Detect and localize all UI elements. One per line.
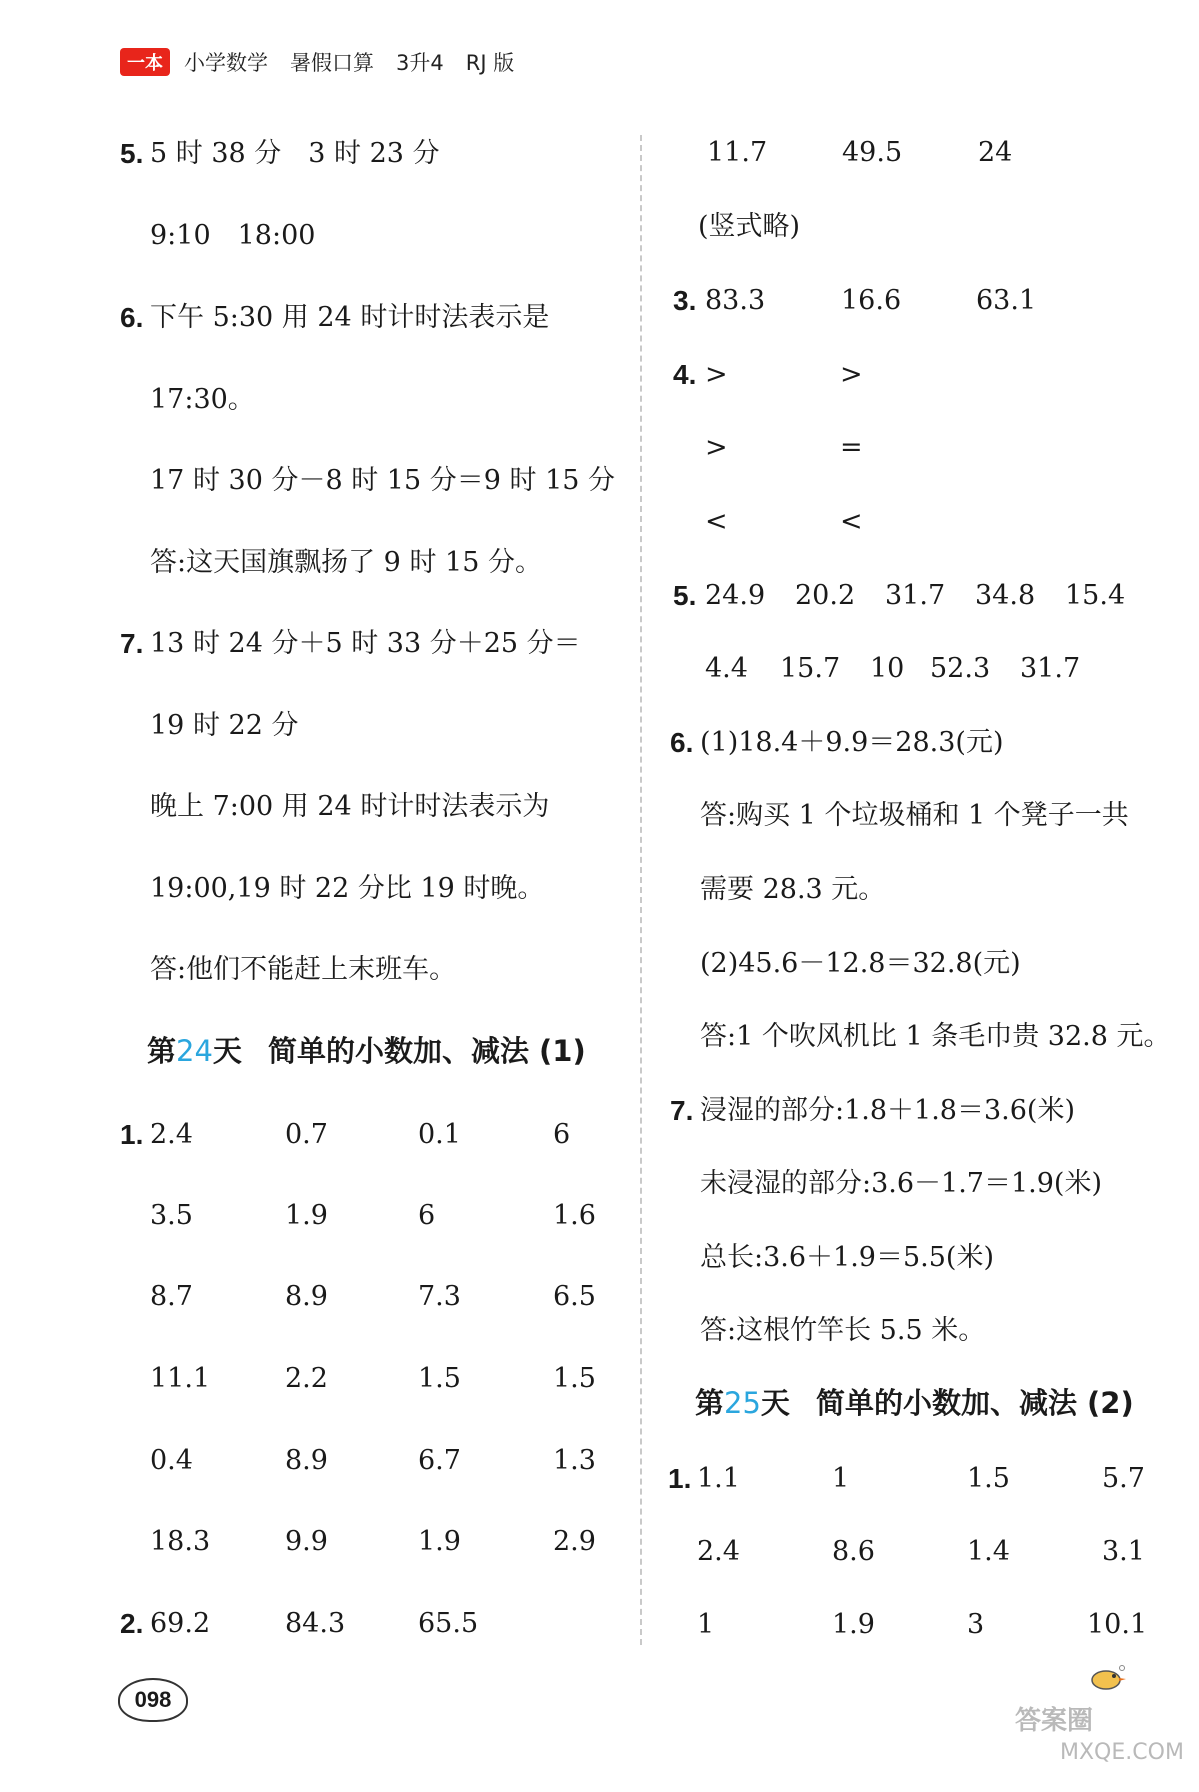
grid-cell: 1.4 [967,1536,1010,1567]
grid-cell: 1.3 [553,1445,596,1476]
grid-cell: 11.7 [707,137,768,168]
q7-line2: 19 时 22 分 [150,710,299,741]
grid-cell: 2.9 [553,1526,596,1557]
section-suffix: 天 [212,1034,242,1068]
grid-cell: 9.9 [285,1526,328,1557]
grid-cell: 1 [832,1463,850,1494]
header-edition: RJ 版 [465,51,515,75]
grid-cell: 49.5 [842,137,903,168]
page-header [120,44,536,80]
rq7-line4: 答:这根竹竿长 5.5 米。 [700,1315,986,1346]
q7-line4: 19:00,19 时 22 分比 19 时晚。 [150,873,545,904]
grid-cell: = [840,432,863,463]
grid-cell: 18.3 [150,1526,211,1557]
watermark-logo: 答案圈 [1015,1706,1094,1736]
grid-cell: 8.6 [832,1536,875,1567]
q6-line2: 17:30。 [150,384,255,415]
s24q1-number: 1. [120,1119,144,1150]
q5-number: 5. [120,138,144,169]
grid-cell: 6.5 [553,1281,596,1312]
q7-line3: 晚上 7:00 用 24 时计时法表示为 [150,791,550,822]
section-suffix: 天 [760,1386,790,1420]
grid-cell: 1.9 [418,1526,461,1557]
grid-cell: > [840,359,863,390]
grid-cell: 1.5 [967,1463,1010,1494]
grid-cell: 8.9 [285,1445,328,1476]
grid-cell: 31.7 [885,580,946,611]
grid-cell: 3.1 [1102,1536,1145,1567]
rq7-line2: 未浸湿的部分:3.6－1.7＝1.9(米) [700,1168,1102,1199]
grid-cell: 24 [978,137,1013,168]
rq6-line1: (1)18.4＋9.9＝28.3(元) [700,727,1004,758]
q2-note: (竖式略) [698,211,801,242]
grid-cell: > [705,359,728,390]
column-divider [640,135,642,1645]
q7-line1: 13 时 24 分＋5 时 33 分＋25 分＝ [150,628,581,659]
grid-cell: 1 [697,1609,715,1640]
grid-cell: 15.7 [780,653,841,684]
grid-cell: 10 [870,653,905,684]
rq6-line2: 答:购买 1 个垃圾桶和 1 个凳子一共 [700,800,1129,831]
section-prefix: 第 [695,1386,725,1420]
grid-cell: 11.1 [150,1363,211,1394]
q6-line3: 17 时 30 分－8 时 15 分＝9 时 15 分 [150,465,616,496]
grid-cell: 8.7 [150,1281,193,1312]
grid-cell: 31.7 [1020,653,1081,684]
grid-cell: 5.7 [1102,1463,1145,1494]
rq7-line1: 浸湿的部分:1.8＋1.8＝3.6(米) [700,1095,1075,1126]
grid-cell: 10.1 [1087,1609,1148,1640]
q6-number: 6. [120,302,144,333]
rq7-number: 7. [670,1095,694,1126]
grid-cell: 4.4 [705,653,748,684]
grid-cell: 0.1 [418,1119,461,1150]
section-prefix: 第 [147,1034,177,1068]
rq3-number: 3. [673,285,697,316]
grid-cell: 2.4 [697,1536,740,1567]
q6-line1: 下午 5:30 用 24 时计时法表示是 [150,302,550,333]
bird-mascot-icon [1088,1662,1128,1690]
section-title-day25 [695,1383,1134,1423]
grid-cell: 6 [418,1200,436,1231]
q6-line4: 答:这天国旗飘扬了 9 时 15 分。 [150,547,542,578]
grid-cell: < [840,506,863,537]
section-title: 简单的小数加、减法 (1) [267,1034,586,1068]
grid-cell: 1.5 [553,1363,596,1394]
grid-cell: 3.5 [150,1200,193,1231]
grid-cell: > [705,432,728,463]
grid-cell: 1.9 [285,1200,328,1231]
q5-line1: 5 时 38 分 3 时 23 分 [150,138,440,169]
section-day-number: 24 [176,1034,213,1068]
grid-cell: 24.9 [705,580,766,611]
page-number-badge: 098 [118,1678,188,1722]
grid-cell: 83.3 [705,285,766,316]
grid-cell: 1.5 [418,1363,461,1394]
section-title-day24 [147,1031,586,1071]
watermark-url: MXQE.COM [1060,1740,1184,1765]
q7-number: 7. [120,628,144,659]
grid-cell: 6 [553,1119,571,1150]
rq7-line3: 总长:3.6＋1.9＝5.5(米) [700,1242,994,1273]
section-day-number: 25 [724,1386,761,1420]
rq6-line4: (2)45.6－12.8＝32.8(元) [700,948,1021,979]
header-subject: 小学数学 [184,51,268,75]
grid-cell: < [705,506,728,537]
header-grade: 3升4 [396,51,444,75]
s24q2-number: 2. [120,1608,144,1639]
grid-cell: 3 [967,1609,985,1640]
grid-cell: 69.2 [150,1608,211,1639]
q5-line2: 9:10 18:00 [150,220,316,251]
rq6-line5: 答:1 个吹风机比 1 条毛巾贵 32.8 元。 [700,1021,1171,1052]
grid-cell: 2.2 [285,1363,328,1394]
header-book: 暑假口算 [290,51,374,75]
grid-cell: 1.6 [553,1200,596,1231]
rq6-line3: 需要 28.3 元。 [700,874,886,905]
grid-cell: 7.3 [418,1281,461,1312]
grid-cell: 2.4 [150,1119,193,1150]
grid-cell: 15.4 [1065,580,1126,611]
rq4-number: 4. [673,359,697,390]
grid-cell: 6.7 [418,1445,461,1476]
grid-cell: 0.7 [285,1119,328,1150]
grid-cell: 63.1 [976,285,1037,316]
grid-cell: 65.5 [418,1608,479,1639]
grid-cell: 52.3 [930,653,991,684]
grid-cell: 16.6 [841,285,902,316]
grid-cell: 20.2 [795,580,856,611]
grid-cell: 1.1 [697,1463,740,1494]
s25q1-number: 1. [668,1463,692,1494]
brand-logo: 一本 [120,48,170,76]
grid-cell: 1.9 [832,1609,875,1640]
grid-cell: 34.8 [975,580,1036,611]
grid-cell: 84.3 [285,1608,346,1639]
section-title: 简单的小数加、减法 (2) [815,1386,1134,1420]
rq5-number: 5. [673,580,697,611]
q7-line5: 答:他们不能赶上末班车。 [150,954,457,985]
rq6-number: 6. [670,727,694,758]
grid-cell: 8.9 [285,1281,328,1312]
grid-cell: 0.4 [150,1445,193,1476]
